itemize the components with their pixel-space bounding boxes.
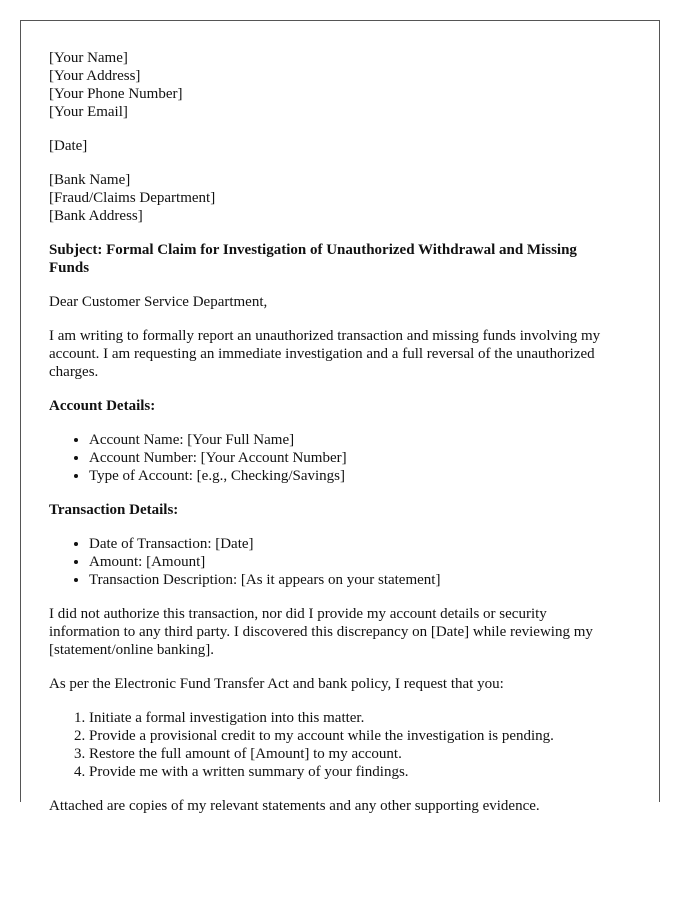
account-details-heading: Account Details:: [49, 398, 156, 414]
intro-paragraph: I am writing to formally report an unauthorized transaction and missing funds involving my account. I am requesting an immediate investigation and a full reversal of the unauthorized charges.: [49, 328, 601, 380]
account-details-list: [49, 431, 619, 485]
list-item: • Type of Account: [e.g., Checking/Savings]: [89, 467, 619, 485]
transaction-details-list: [49, 535, 619, 589]
closing-paragraph: Attached are copies of my relevant statements and any other supporting evidence.: [49, 798, 540, 814]
list-item: • Transaction Description: [As it appears on your statement]: [89, 571, 619, 589]
recipient-department: [Fraud/Claims Department]: [49, 190, 216, 206]
sender-address: [Your Address]: [49, 68, 141, 84]
list-item: 3. Restore the full amount of [Amount] to my account.: [89, 745, 619, 763]
list-item: 2. Provide a provisional credit to my account while the investigation is pending.: [89, 727, 619, 745]
salutation: Dear Customer Service Department,: [49, 294, 268, 310]
requests-list: [49, 709, 619, 781]
date-block: [49, 137, 619, 155]
list-item: • Account Name: [Your Full Name]: [89, 431, 619, 449]
statement-paragraph: I did not authorize this transaction, nor did I provide my account details or security information to any third party. I discovered this discrepancy on [Date] while reviewing my [statement/online banking].: [49, 606, 593, 658]
list-item: • Account Number: [Your Account Number]: [89, 449, 619, 467]
recipient-bank-address: [Bank Address]: [49, 208, 143, 224]
letter-date: [Date]: [49, 138, 88, 154]
sender-phone: [Your Phone Number]: [49, 86, 183, 102]
letter-page: [20, 20, 660, 814]
request-intro: As per the Electronic Fund Transfer Act and bank policy, I request that you:: [49, 676, 504, 692]
recipient-bank-name: [Bank Name]: [49, 172, 131, 188]
transaction-details-heading: Transaction Details:: [49, 502, 179, 518]
sender-name: [Your Name]: [49, 50, 128, 66]
list-item: • Date of Transaction: [Date]: [89, 535, 619, 553]
recipient-block: [49, 171, 619, 225]
list-item: 4. Provide me with a written summary of your findings.: [89, 763, 619, 781]
list-item: • Amount: [Amount]: [89, 553, 619, 571]
sender-block: [49, 49, 619, 121]
subject-line: Subject: Formal Claim for Investigation of Unauthorized Withdrawal and Missing Funds: [49, 242, 577, 276]
list-item: 1. Initiate a formal investigation into this matter.: [89, 709, 619, 727]
sender-email: [Your Email]: [49, 104, 128, 120]
letter-content: [49, 49, 619, 831]
